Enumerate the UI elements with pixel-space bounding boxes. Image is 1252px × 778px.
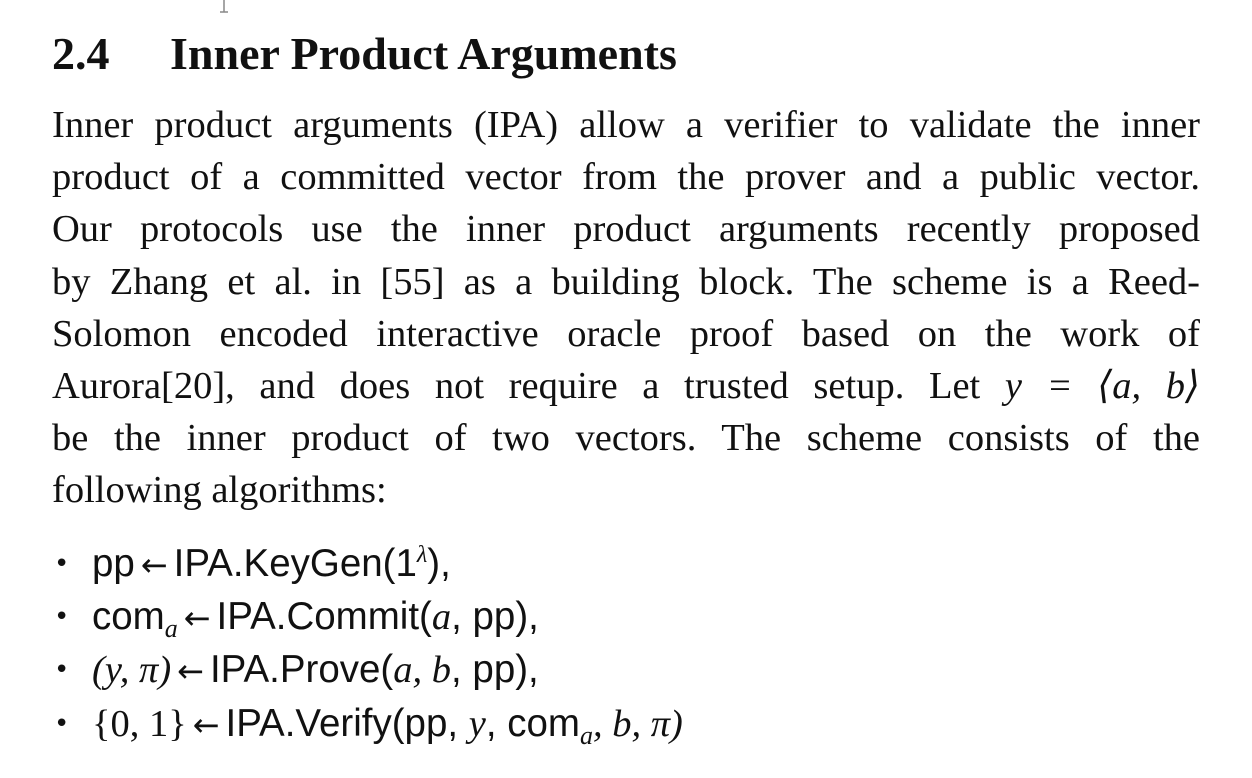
prove-output: (y, π) (92, 649, 172, 692)
algorithm-list (52, 538, 683, 751)
paragraph-line: Solomon encoded interactive oracle proof based on the work of (52, 312, 1200, 355)
section-number: 2.4 (52, 28, 110, 79)
prove-call: IPA.Prove( (209, 648, 394, 692)
verify-arg-y: y (468, 702, 486, 745)
text-cursor-icon (218, 0, 230, 16)
commit-args-rest: , pp), (451, 595, 539, 639)
list-item-commit (52, 591, 683, 644)
keygen-call: IPA.KeyGen(1 (173, 542, 417, 585)
body-paragraph (52, 99, 1200, 517)
section-title: Inner Product Arguments (170, 28, 677, 79)
keygen-output: pp (92, 542, 135, 585)
left-arrow-icon: ← (192, 705, 220, 744)
commit-arg-a: a (431, 596, 452, 639)
verify-com-subscript: a (580, 720, 593, 750)
bullet-icon: • (54, 708, 70, 739)
prove-args: a, b (393, 649, 452, 692)
commit-output-subscript: a (164, 614, 178, 644)
bullet-icon: • (54, 655, 70, 686)
section-heading (52, 22, 677, 86)
keygen-end: ), (427, 542, 451, 585)
paragraph-line: be the inner product of two vectors. The scheme consists of the (52, 417, 1200, 460)
paragraph-text: Aurora[20], and does not require a trusted setup. Let (52, 365, 981, 408)
paragraph-line: following algorithms: (52, 469, 387, 512)
paragraph-line: by Zhang et al. in [55] as a building block. The scheme is a Reed- (52, 260, 1200, 303)
commit-output: com (92, 595, 165, 639)
paragraph-line-with-math (52, 360, 1200, 412)
verify-call: IPA.Verify(pp, (225, 701, 469, 745)
left-arrow-icon: ← (140, 546, 168, 584)
bullet-icon: • (54, 549, 70, 579)
verify-arg-com: , com (485, 701, 580, 745)
paragraph-line: Our protocols use the inner product arguments recently proposed (52, 208, 1200, 251)
list-item-verify (52, 698, 683, 751)
prove-args-rest: , pp), (451, 648, 539, 692)
list-item-keygen (52, 538, 683, 591)
paragraph-line: product of a committed vector from the prover and a public vector. (52, 156, 1200, 199)
inline-math: y = ⟨a, b⟩ (1004, 365, 1201, 408)
commit-call: IPA.Commit( (216, 595, 432, 639)
paragraph-line: Inner product arguments (IPA) allow a verifier to validate the inner (52, 104, 1200, 146)
left-arrow-icon: ← (183, 599, 211, 638)
list-item-prove (52, 644, 683, 697)
verify-args-rest: , b, π) (593, 702, 683, 745)
verify-output: {0, 1} (92, 702, 187, 745)
left-arrow-icon: ← (177, 652, 204, 691)
keygen-security-param: λ (416, 542, 428, 568)
bullet-icon: • (54, 602, 70, 633)
